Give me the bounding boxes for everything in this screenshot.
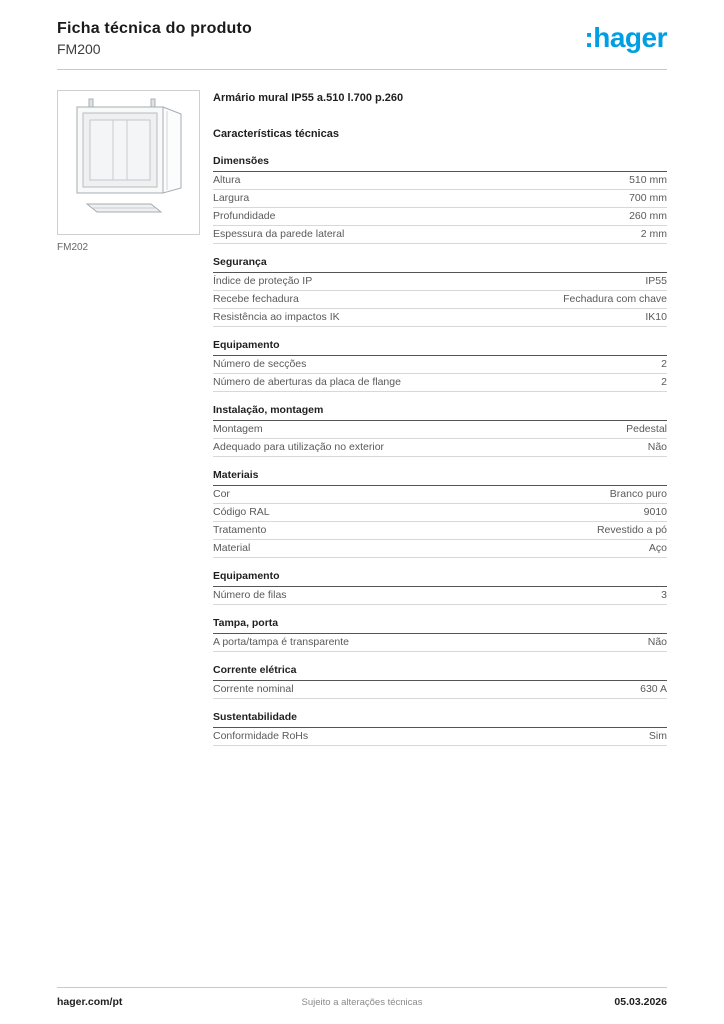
section-title: Equipamento bbox=[213, 570, 667, 587]
footer-url: hager.com/pt bbox=[57, 996, 123, 1008]
content bbox=[0, 70, 724, 758]
image-caption: FM202 bbox=[57, 242, 89, 253]
section-title: Dimensões bbox=[213, 155, 667, 172]
spec-row bbox=[213, 681, 667, 699]
right-column bbox=[213, 90, 667, 758]
spec-label: Resistência ao impactos IK bbox=[213, 311, 340, 323]
spec-row bbox=[213, 208, 667, 226]
spec-value: 630 A bbox=[640, 683, 667, 695]
spec-row bbox=[213, 291, 667, 309]
spec-value: 2 bbox=[661, 358, 667, 370]
spec-value: IP55 bbox=[645, 275, 667, 287]
spec-row bbox=[213, 504, 667, 522]
spec-value: 700 mm bbox=[629, 192, 667, 204]
spec-label: Corrente nominal bbox=[213, 683, 294, 695]
spec-label: Adequado para utilização no exterior bbox=[213, 441, 385, 453]
spec-row bbox=[213, 356, 667, 374]
footer-note: Sujeito a alterações técnicas bbox=[301, 997, 423, 1008]
spec-value: 2 bbox=[661, 376, 667, 388]
product-code: FM200 bbox=[57, 41, 101, 57]
characteristics-title: Características técnicas bbox=[213, 128, 339, 140]
header-titles bbox=[57, 20, 252, 57]
section-title: Sustentabilidade bbox=[213, 711, 667, 728]
page-title: Ficha técnica do produto bbox=[57, 20, 253, 37]
section-title: Tampa, porta bbox=[213, 617, 667, 634]
spec-value: 260 mm bbox=[629, 210, 667, 222]
spec-section bbox=[213, 617, 667, 652]
product-image bbox=[57, 90, 200, 235]
spec-row bbox=[213, 540, 667, 558]
product-name: Armário mural IP55 a.510 l.700 p.260 bbox=[213, 92, 404, 104]
spec-label: Espessura da parede lateral bbox=[213, 228, 345, 240]
spec-row bbox=[213, 634, 667, 652]
spec-label: Montagem bbox=[213, 423, 263, 435]
spec-label: Número de aberturas da placa de flange bbox=[213, 376, 401, 388]
header bbox=[0, 0, 724, 57]
hager-logo: :hager bbox=[584, 22, 667, 53]
spec-row bbox=[213, 522, 667, 540]
spec-value: Não bbox=[647, 636, 667, 648]
spec-value: IK10 bbox=[645, 311, 667, 323]
spec-value: Pedestal bbox=[626, 423, 667, 435]
left-column bbox=[57, 90, 200, 758]
spec-section bbox=[213, 664, 667, 699]
spec-label: Recebe fechadura bbox=[213, 293, 299, 305]
spec-sections bbox=[213, 155, 667, 746]
spec-row bbox=[213, 172, 667, 190]
spec-label: Cor bbox=[213, 488, 230, 500]
spec-row bbox=[213, 226, 667, 244]
spec-label: Profundidade bbox=[213, 210, 276, 222]
spec-label: Código RAL bbox=[213, 506, 270, 518]
spec-row bbox=[213, 587, 667, 605]
spec-row bbox=[213, 309, 667, 327]
spec-value: 510 mm bbox=[629, 174, 667, 186]
spec-section bbox=[213, 155, 667, 244]
spec-label: Largura bbox=[213, 192, 250, 204]
spec-label: Conformidade RoHs bbox=[213, 730, 309, 742]
spec-value: Aço bbox=[648, 542, 667, 554]
spec-row bbox=[213, 190, 667, 208]
spec-label: Número de secções bbox=[213, 358, 307, 370]
spec-label: A porta/tampa é transparente bbox=[213, 636, 350, 648]
section-title: Segurança bbox=[213, 256, 667, 273]
cabinet-drawing-icon bbox=[58, 91, 199, 234]
spec-section bbox=[213, 404, 667, 457]
spec-value: Não bbox=[647, 441, 667, 453]
section-title: Corrente elétrica bbox=[213, 664, 667, 681]
spec-value: 2 mm bbox=[640, 228, 667, 240]
spec-section bbox=[213, 711, 667, 746]
spec-row bbox=[213, 439, 667, 457]
section-title: Equipamento bbox=[213, 339, 667, 356]
spec-section bbox=[213, 570, 667, 605]
spec-row bbox=[213, 728, 667, 746]
spec-label: Tratamento bbox=[213, 524, 267, 536]
spec-value: 9010 bbox=[643, 506, 667, 518]
spec-value: 3 bbox=[661, 589, 667, 601]
spec-row bbox=[213, 273, 667, 291]
spec-label: Material bbox=[213, 542, 251, 554]
spec-label: Altura bbox=[213, 174, 241, 186]
spec-value: Fechadura com chave bbox=[563, 293, 667, 305]
section-title: Materiais bbox=[213, 469, 667, 486]
footer-date: 05.03.2026 bbox=[614, 996, 667, 1008]
spec-row bbox=[213, 486, 667, 504]
spec-section bbox=[213, 339, 667, 392]
spec-label: Número de filas bbox=[213, 589, 287, 601]
spec-value: Sim bbox=[648, 730, 667, 742]
spec-row bbox=[213, 374, 667, 392]
section-title: Instalação, montagem bbox=[213, 404, 667, 421]
spec-value: Branco puro bbox=[609, 488, 667, 500]
spec-value: Revestido a pó bbox=[596, 524, 667, 536]
footer bbox=[57, 987, 667, 1008]
spec-section bbox=[213, 469, 667, 558]
spec-label: Índice de proteção IP bbox=[213, 275, 313, 287]
spec-section bbox=[213, 256, 667, 327]
spec-row bbox=[213, 421, 667, 439]
